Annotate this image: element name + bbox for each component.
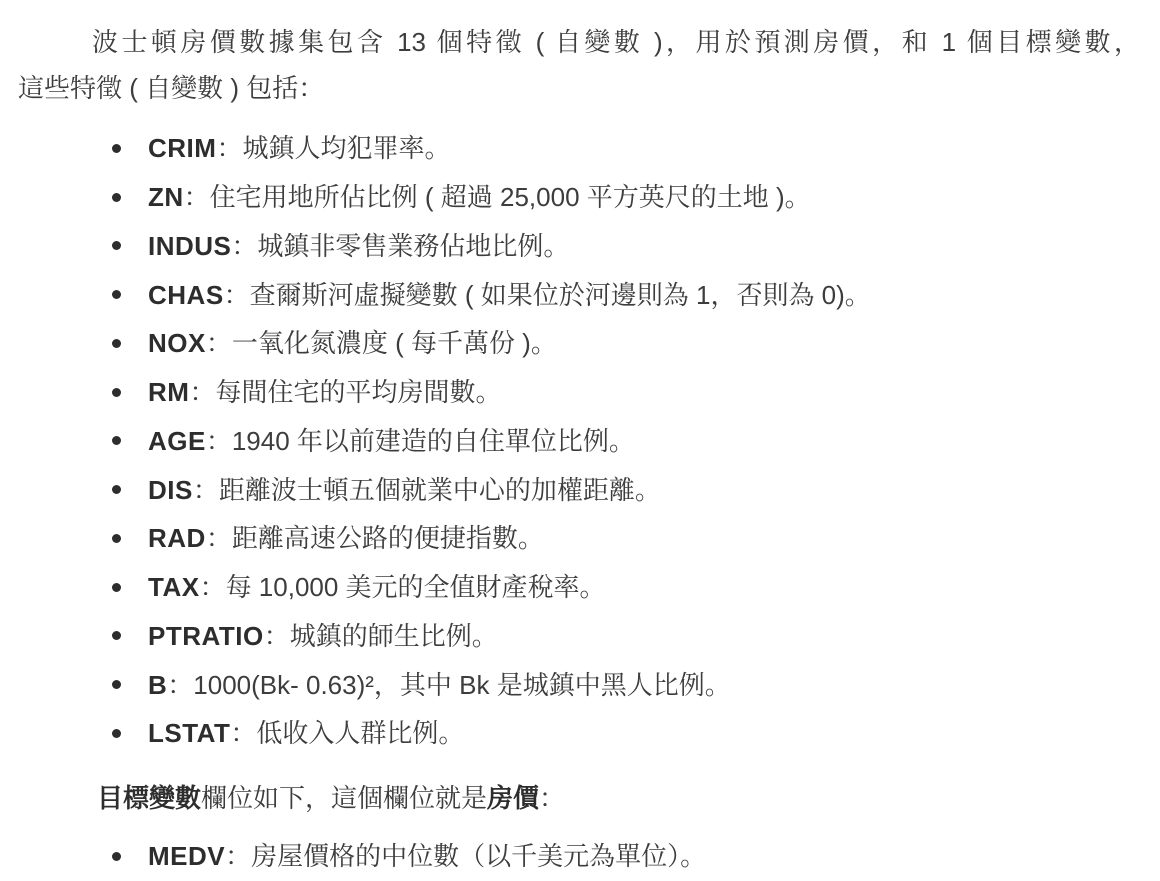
feature-item-b [18, 660, 1140, 709]
feature-description: ：每 10,000 美元的全值財產稅率。 [199, 572, 606, 603]
intro-paragraph [18, 19, 1140, 111]
feature-label: NOX [148, 328, 206, 359]
feature-item-dis [18, 465, 1140, 514]
target-variable-list [18, 832, 1140, 881]
bullet-icon [112, 339, 121, 348]
feature-description: ：每間住宅的平均房間數。 [189, 377, 502, 408]
feature-label: INDUS [148, 230, 232, 261]
feature-description: ：低收入人群比例。 [230, 718, 465, 749]
bullet-icon [112, 631, 121, 640]
feature-description: ：城鎮非零售業務佔地比例。 [231, 230, 570, 261]
bullet-icon [112, 680, 121, 689]
feature-label: LSTAT [148, 718, 231, 749]
bullet-icon [112, 241, 121, 250]
feature-label: PTRATIO [148, 620, 264, 651]
target-intro-paragraph [18, 775, 1140, 821]
feature-label: TAX [148, 572, 200, 603]
target-variable-term: 目標變數 [97, 782, 202, 813]
bullet-icon [112, 729, 121, 738]
feature-description: ：城鎮的師生比例。 [263, 620, 498, 651]
feature-item-medv [18, 832, 1140, 881]
intro-line-2: 這些特徵 ( 自變數 ) 包括： [18, 73, 325, 103]
feature-description: ：一氧化氮濃度 ( 每千萬份 )。 [205, 328, 557, 359]
feature-label: AGE [148, 425, 206, 456]
feature-item-crim [18, 124, 1140, 173]
feature-label: CHAS [148, 279, 224, 310]
target-intro-middle: 欄位如下，這個欄位就是 [201, 782, 488, 813]
feature-description: ：距離波士頓五個就業中心的加權距離。 [192, 474, 661, 505]
feature-label: DIS [148, 474, 193, 505]
bullet-icon [112, 388, 121, 397]
feature-description: ：查爾斯河虛擬變數 ( 如果位於河邊則為 1，否則為 0)。 [223, 279, 871, 310]
feature-item-nox [18, 319, 1140, 368]
feature-label: CRIM [148, 133, 217, 164]
feature-item-indus [18, 222, 1140, 271]
feature-item-zn [18, 173, 1140, 222]
bullet-icon [112, 193, 121, 202]
feature-label: RAD [148, 523, 206, 554]
feature-description: ：城鎮人均犯罪率。 [216, 133, 451, 164]
feature-label: MEDV [148, 841, 226, 872]
feature-label: B [148, 669, 168, 700]
house-price-term: 房價 [487, 782, 540, 813]
target-intro-colon: ： [539, 782, 566, 813]
features-list [18, 124, 1140, 758]
feature-item-chas [18, 270, 1140, 319]
feature-description: ：1940 年以前建造的自住單位比例。 [205, 425, 635, 456]
feature-label: ZN [148, 182, 184, 213]
feature-item-tax [18, 563, 1140, 612]
feature-description: ：1000(Bk- 0.63)²，其中 Bk 是城鎮中黑人比例。 [167, 669, 731, 700]
feature-description: ：房屋價格的中位數（以千美元為單位）。 [225, 841, 707, 872]
bullet-icon [112, 583, 121, 592]
bullet-icon [112, 852, 121, 861]
intro-line-1: 波士頓房價數據集包含 13 個特徵 ( 自變數 )，用於預測房價，和 1 個目標變數， [92, 27, 1140, 57]
bullet-icon [112, 436, 121, 445]
feature-description: ：距離高速公路的便捷指數。 [205, 523, 544, 554]
feature-item-age [18, 417, 1140, 466]
bullet-icon [112, 290, 121, 299]
bullet-icon [112, 144, 121, 153]
feature-item-ptratio [18, 612, 1140, 661]
bullet-icon [112, 534, 121, 543]
feature-item-rad [18, 514, 1140, 563]
bullet-icon [112, 485, 121, 494]
feature-item-lstat [18, 709, 1140, 758]
feature-label: RM [148, 377, 190, 408]
feature-item-rm [18, 368, 1140, 417]
feature-description: ：住宅用地所佔比例 ( 超過 25,000 平方英尺的土地 )。 [183, 182, 811, 213]
